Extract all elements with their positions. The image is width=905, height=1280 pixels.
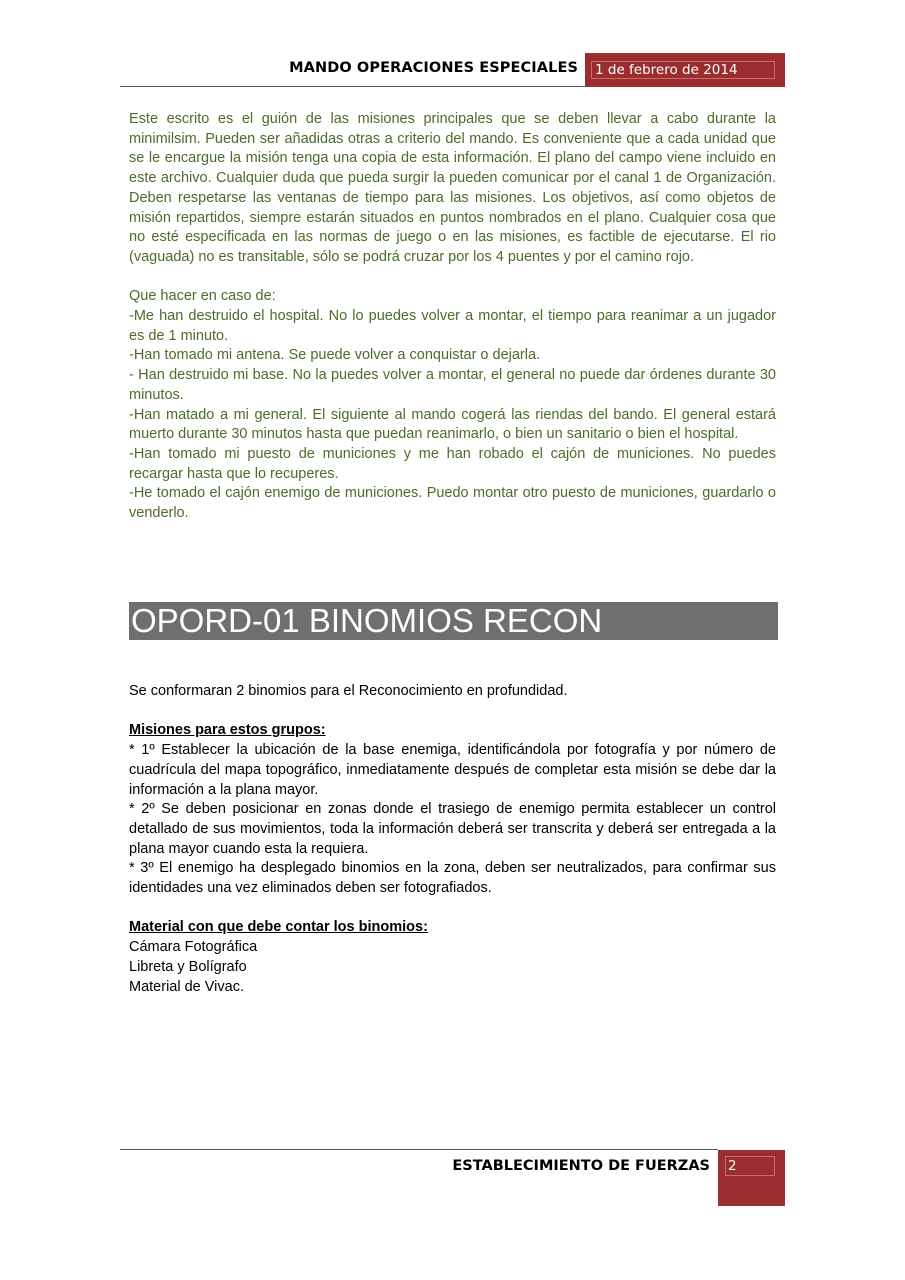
header-date-box: [585, 53, 785, 87]
opord-body: [129, 682, 776, 997]
case-item: -He tomado el cajón enemigo de municiones. Puedo montar otro puesto de municiones, guardarlo o venderlo.: [129, 485, 776, 522]
material-item: Libreta y Bolígrafo: [129, 958, 247, 975]
case-item: -Han tomado mi antena. Se puede volver a conquistar o dejarla.: [129, 347, 541, 364]
section-title: OPORD-01 BINOMIOS RECON: [129, 602, 778, 640]
missions-heading: Misiones para estos grupos:: [129, 722, 326, 739]
footer-title: ESTABLECIMIENTO DE FUERZAS: [452, 1158, 710, 1174]
spacer: [129, 899, 776, 919]
section-lead: Se conformaran 2 binomios para el Reconocimiento en profundidad.: [129, 683, 568, 699]
cases-heading: Que hacer en caso de:: [129, 288, 276, 305]
page-number: 2: [725, 1156, 775, 1176]
intro-paragraph: Este escrito es el guión de las misiones principales que se deben llevar a cabo durante la minimilsim. Pueden ser añadidas otras a criterio del mando. Es conveniente que a cada unidad que se le encargue la misión tenga una copia de esta información. El plano del campo viene incluido en este archivo. Cualquier duda que pueda surgir la pueden comunicar por el canal 1 de Organización. Deben respetarse las ventanas de tiempo para las misiones. Los objetivos, así como objetos de misión repartidos, siempre estarán situados en puntos nombrados en el plano. Cualquier cosa que no esté especificada en las normas de juego o en las misiones, es factible de ejecutarse. El rio (vaguada) no es transitable, sólo se podrá cruzar por los 4 puentes y por el camino rojo.: [129, 111, 776, 265]
material-item: Material de Vivac.: [129, 978, 244, 995]
intro-section: [129, 110, 776, 524]
case-item: -Me han destruido el hospital. No lo puedes volver a montar, el tiempo para reanimar a un jugador es de 1 minuto.: [129, 308, 776, 344]
mission-item: * 3º El enemigo ha desplegado binomios en la zona, deben ser neutralizados, para confirmar sus identidades una vez eliminados deben ser fotografiados.: [129, 860, 776, 897]
header-title: MANDO OPERACIONES ESPECIALES: [289, 60, 578, 76]
footer-divider: [120, 1149, 718, 1150]
case-item: -Han matado a mi general. El siguiente al mando cogerá las riendas del bando. El general estará muerto durante 30 minutos hasta que puedan reanimarlo, o bien un sanitario o bien el hospital.: [129, 406, 776, 443]
mission-item: * 2º Se deben posicionar en zonas donde el trasiego de enemigo permita establecer un control detallado de sus movimientos, toda la información deberá ser transcrita y deberá ser entregada a la plana mayor cuando esta la requiera.: [129, 801, 776, 857]
header-divider: [120, 86, 585, 87]
header-date: 1 de febrero de 2014: [591, 61, 775, 79]
case-item: -Han tomado mi puesto de municiones y me han robado el cajón de municiones. No puedes recargar hasta que lo recuperes.: [129, 445, 776, 482]
material-heading: Material con que debe contar los binomios:: [129, 919, 428, 936]
page-number-box: [718, 1150, 785, 1206]
material-item: Cámara Fotográfica: [129, 939, 258, 956]
mission-item: * 1º Establecer la ubicación de la base enemiga, identificándola por fotografía y por número de cuadrícula del mapa topográfico, inmediatamente después de completar esta misión se debe dar la información a la plana mayor.: [129, 742, 776, 798]
spacer: [129, 702, 776, 722]
case-item: - Han destruido mi base. No la puedes volver a montar, el general no puede dar órdenes durante 30 minutos.: [129, 367, 776, 403]
